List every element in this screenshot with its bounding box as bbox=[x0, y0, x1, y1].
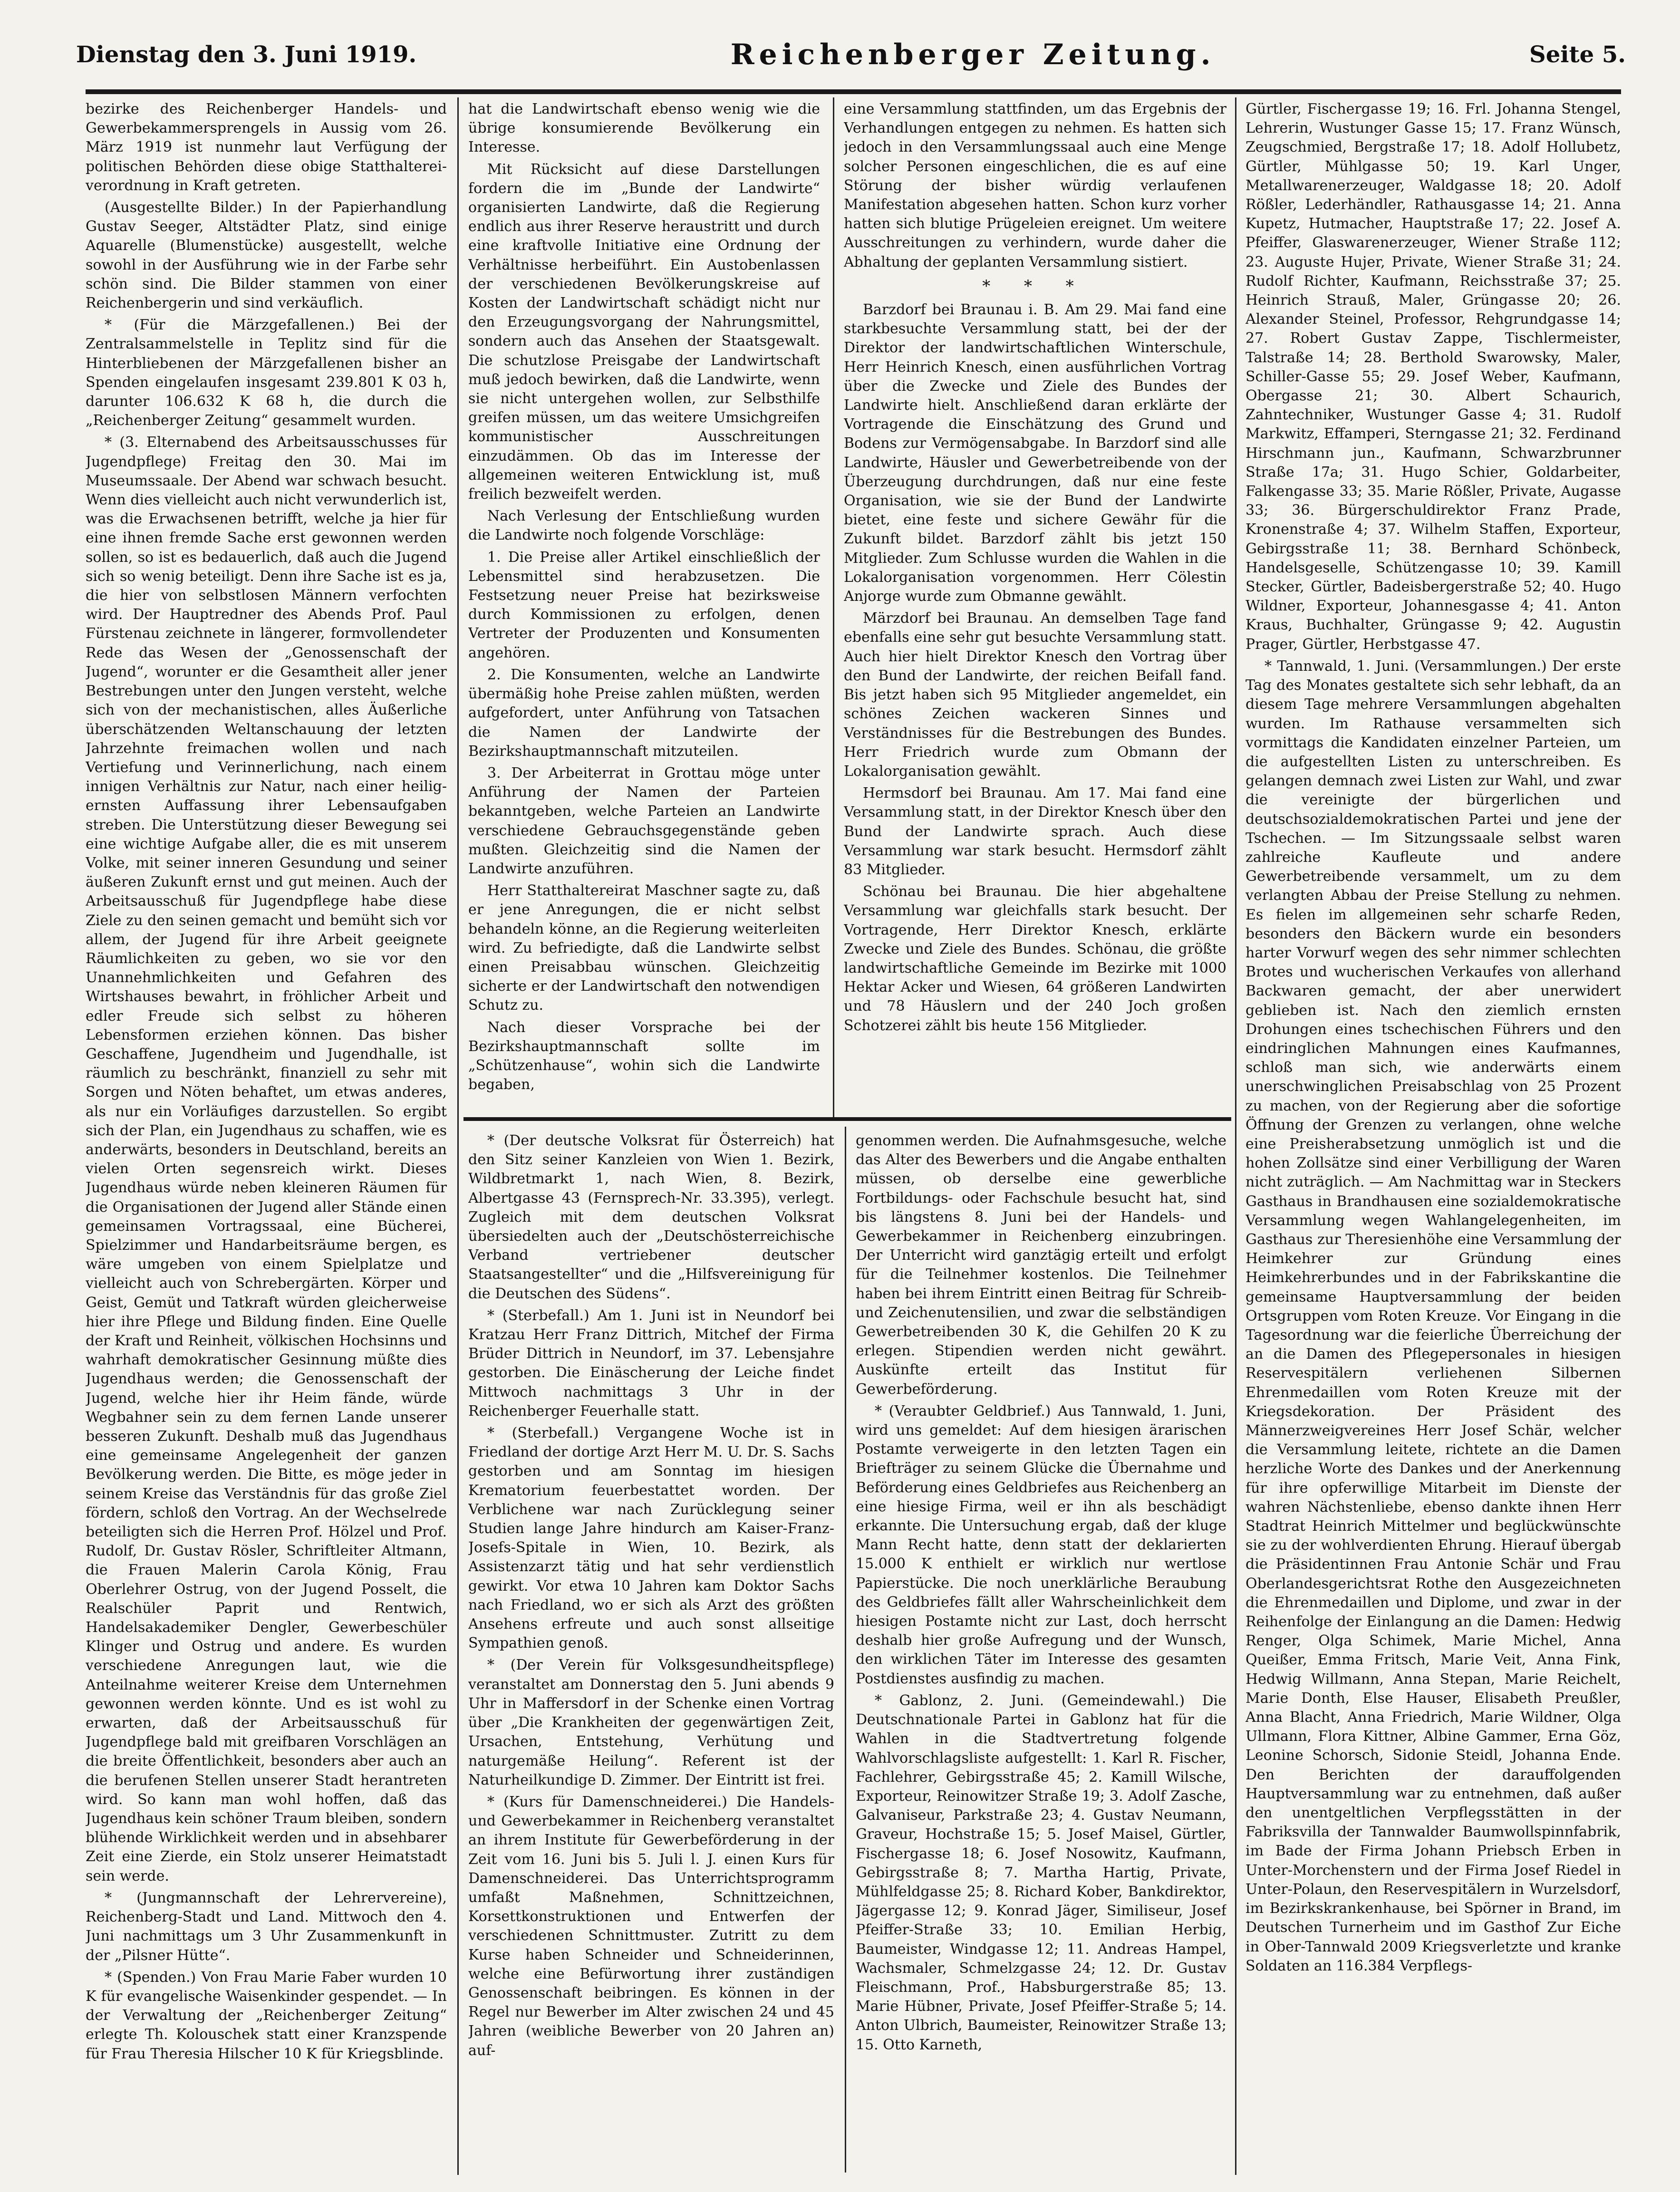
article-text: * (3. Elternabend des Arbeitsausschusses für Jugendpflege) Freitag den 30. Mai im Museumssaale. Der Abend war schwach besucht. Wenn dies vielleicht auch nicht verwunderlich ist, was die Erwachsenen betrifft, welche ja hier für eine ihnen fremde Sache erst gewonnen werden sollen, so ist es bedauerlich, daß auch die Jugend sich so wenig beteiligt. Denn ihre Sache ist es ja, die hier von selbstlosen Männern verfochten wird. Der Hauptredner des Abends Prof. Paul Fürstenau zeichnete in längerer, formvollendeter Rede das Wesen der „Genossenschaft der Jugend“, worunter er die Gesamtheit aller jener Bestrebungen unter den Jungen versteht, welche sich von der mechanistischen, alles Äußerliche überschätzenden Weltanschauung der letzten Jahrzehnte freimachen wollen und nach Vertiefung und Verinnerlichung, nach einem innigen Verhältnis zur Natur, nach einer heilig-ernsten Auffassung ihrer Lebensaufgaben streben. Die Unterstützung dieser Bewegung sei eine wichtige Aufgabe aller, die es mit unserem Volke, mit seiner inneren Gesundung und seiner äußeren Zukunft ernst und gut meinen. Auch der Arbeitsausschuß für Jugendpflege habe diese Ziele zu den seinen gemacht und bemüht sich vor allem, der Jugend für ihre Arbeit geeignete Räumlichkeiten zu geben, wo sie vor den Unannehmlichkeiten und Gefahren des Wirtshauses bewahrt, in fröhlicher Arbeit und edler Freude sich selbst zu höheren Lebensformen erziehen können. Das bisher Geschaffene, Jugendheim und Jugendhalle, ist räumlich zu beschränkt, finanziell zu sehr mit Sorgen und Nöten behaftet, um etwas anderes, als nur ein Vorläufiges darzustellen. So ergibt sich der Plan, ein Jugendhaus zu schaffen, wie es anderwärts, besonders in Deutschland, bereits an vielen Orten segensreich wirkt. Dieses Jugendhaus würde neben kleineren Räumen für die Organisationen der Jugend aller Stände einen gemeinsamen Vortragssaal, eine Bücherei, Spielzimmer und Handarbeitsräume bergen, es wäre umgeben von einem Spielplatze und vielleicht auch von Schrebergärten. Körper und Geist, Gemüt und Tatkraft würden gleicherweise hier ihre Pflege und Bildung finden. Eine Quelle der Kraft und Reinheit, völkischen Hochsinns und wahrhaft demokratischer Gesinnung müßte dies Jugendhaus werden; die Genossenschaft der Jugend, welche hier ihr Heim fände, würde Wegbahner sein zu dem fernen Lande unserer besseren Zukunft. Deshalb muß das Jugendhaus eine gemeinsame Angelegenheit der ganzen Bevölkerung werden. Die Bitte, es möge jeder in seinem Kreise das Verständnis für das große Ziel fördern, schloß den Vortrag. An der Wechselrede beteiligten sich die Herren Prof. Hölzel und Prof. Rudolf, Dr. Gustav Rösler, Schriftleiter Altmann, die Frauen Malerin Carola König, Frau Oberlehrer Ostrug, von der Jugend Posselt, die Realschüler Paprit und Rentwich, Handelsakademiker Dengler, Gewerbeschüler Klinger und Ostrug und andere. Es wurden verschiedene Anregungen laut, wie die Anteilnahme weiterer Kreise dem Unternehmen gewonnen werden könnte. Und es ist wohl zu erwarten, daß der Arbeitsausschuß für Jugendpflege bald mit greifbaren Vorschlägen an die breite Öffentlichkeit, besonders aber auch an die berufenen Stellen unserer Stadt herantreten wird. So kann man wohl hoffen, daß das Jugendhaus kein schöner Traum bleiben, sondern blühende Wirklichkeit werden und in absehbarer Zeit eine Zierde, ein Stolz unserer Heimatstadt sein werde. bbox=[86, 434, 447, 1884]
article-text: Schönau bei Braunau. Die hier abgehaltene Versammlung war gleichfalls stark besucht. Der Vortragende, Herr Direktor Knesch, erklärte Zwecke und Ziele des Bundes. Schönau, die größte landwirtschaftliche Gemeinde im Bezirke mit 1000 Hektar Acker und Wiesen, 64 größeren Landwirten und 78 Häuslern und der 240 Joch großen Schotzerei zählt bis heute 156 Mitglieder. bbox=[844, 883, 1226, 1034]
article-text: * (Sterbefall.) Am 1. Juni ist in Neundorf bei Kratzau Herr Franz Dittrich, Mitchef der Firma Brüder Dittrich in Neundorf, im 37. Lebensjahre gestorben. Die Einäscherung der Leiche findet Mittwoch nachmittags 3 Uhr in der Reichenberger Feuerhalle statt. bbox=[468, 1307, 834, 1419]
article-text: genommen werden. Die Aufnahmsgesuche, welche das Alter des Bewerbers und die Angabe enthalten müssen, ob derselbe eine gewerbliche Fortbildungs- oder Fachschule besucht hat, sind bis längstens 8. Juni bei der Handels- und Gewerbekammer in Reichenberg einzubringen. Der Unterricht wird ganztägig erteilt und erfolgt für die Teilnehmer kostenlos. Die Teilnehmer haben bei ihrem Eintritt einen Beitrag für Schreib- und Zeichenutensilien, und zwar die selbständigen Gewerbetreibenden 30 K, die Gehilfen 20 K zu erlegen. Stipendien werden nicht gewährt. Auskünfte erteilt das Institut für Gewerbeförderung. bbox=[856, 1132, 1226, 1398]
column-6 bbox=[856, 1131, 1226, 2173]
section-rule bbox=[463, 1117, 1231, 1121]
article-text: * (Veraubter Geldbrief.) Aus Tannwald, 1. Juni, wird uns gemeldet: Auf dem hiesigen ärarischen Postamte verweigerte in den letzten Tagen ein Briefträger zu seinem Glücke die Übernahme und Beförderung eines Geldbriefes aus Reichenberg an eine hiesige Firma, weil er ihn als beschädigt erkannte. Die Untersuchung ergab, daß der kluge Mann Recht hatte, denn statt der deklarierten 15.000 K enthielt er wirklich nur wertlose Papierstücke. Die noch unerklärliche Beraubung des Geldbriefes fällt aller Wahrscheinlichkeit dem hiesigen Postamte nicht zur Last, doch herrscht deshalb hier große Aufregung und der Wunsch, den wirklichen Täter im Interesse des gesamten Postdienstes ausfindig zu machen. bbox=[856, 1402, 1226, 1687]
column-3 bbox=[844, 100, 1226, 1108]
article-text: Herr Statthaltereirat Maschner sagte zu, daß er jene Anregungen, die er nicht selbst behandeln könne, an die Regierung weiterleiten wird. Zu befriedigte, daß die Landwirte selbst einen Preisabbau wünschen. Gleichzeitig sicherte er der Landwirtschaft den notwendigen Schutz zu. bbox=[468, 882, 820, 1014]
article-text: Barzdorf bei Braunau i. B. Am 29. Mai fand eine starkbesuchte Versammlung statt, bei der der Direktor der landwirtschaftlichen Winterschule, Herr Heinrich Knesch, einen ausführlichen Vortrag über die Zwecke und Ziele des Bundes der Landwirte hielt. Anschließend daran erklärte der Vortragende die Einschätzung des Grund und Bodens zur Vermögensabgabe. In Barzdorf sind alle Landwirte, Häusler und Gewerbetreibende von der Überzeugung durchdrungen, daß nur eine feste Organisation, wie sie der Bund der Landwirte bietet, eine feste und sichere Gewähr für die Zukunft bildet. Barzdorf zählt bis jetzt 150 Mitglieder. Zum Schlusse wurden die Wahlen in die Lokalorganisation vorgenommen. Herr Cölestin Anjorge wurde zum Obmanne gewählt. bbox=[844, 301, 1226, 605]
article-text: * Gablonz, 2. Juni. (Gemeindewahl.) Die Deutschnationale Partei in Gablonz hat für die Wahlen in die Stadtvertretung folgende Wahlvorschlagsliste aufgestellt: 1. Karl R. Fischer, Fachlehrer, Gebirgsstraße 45; 2. Kamill Wilsche, Exporteur, Reinowitzer Straße 19; 3. Adolf Zasche, Galvaniseur, Parkstraße 23; 4. Gustav Neumann, Graveur, Hochstraße 15; 5. Josef Maisel, Gürtler, Fischergasse 18; 6. Josef Nosowitz, Kaufmann, Gebirgsstraße 8; 7. Martha Hartig, Private, Mühlfeldgasse 25; 8. Richard Kober, Bankdirektor, Jägergasse 12; 9. Konrad Jäger, Similiseur, Josef Pfeiffer-Straße 33; 10. Emilian Herbig, Baumeister, Windgasse 12; 11. Andreas Hampel, Wachsmaler, Schmelzgasse 24; 12. Dr. Gustav Fleischmann, Prof., Habsburgerstraße 85; 13. Marie Hübner, Private, Josef Pfeiffer-Straße 5; 14. Anton Ulbrich, Baumeister, Reinowitzer Straße 13; 15. Otto Karneth, bbox=[856, 1692, 1226, 2053]
article-text: Nach Verlesung der Entschließung wurden die Landwirte noch folgende Vorschläge: bbox=[468, 508, 820, 544]
article-text: * (Kurs für Damenschneiderei.) Die Handels- und Gewerbekammer in Reichenberg veranstaltet an ihrem Institute für Gewerbeförderung in der Zeit vom 16. Juni bis 5. Juli l. J. einen Kurs für Damenschneiderei. Das Unterrichtsprogramm umfaßt Maßnehmen, Schnittzeichnen, Korsettkonstruktionen und Entwerfen der verschiedenen Schnittmuster. Zutritt zu dem Kurse haben Schneider und Schneiderinnen, welche eine Befürwortung ihrer zuständigen Genossenschaft beibringen. Es können in der Regel nur Bewerber im Alter zwischen 24 und 45 Jahren (weibliche Bewerber von 20 Jahren an) auf- bbox=[468, 1793, 834, 2059]
column-divider bbox=[845, 1127, 846, 2173]
article-text: * (Für die Märzgefallenen.) Bei der Zentralsammelstelle in Teplitz sind für die Hinterbliebenen der Märzgefallenen bisher an Spenden eingelaufen insgesamt 239.801 K 03 h, darunter 106.632 K 68 h, die durch die „Reichenberger Zeitung“ gesammelt wurden. bbox=[86, 317, 447, 429]
article-text: Nach dieser Vorsprache bei der Bezirkshauptmannschaft sollte im „Schützenhause“, wohin sich die Landwirte begaben, bbox=[468, 1019, 820, 1093]
article-text: eine Versammlung stattfinden, um das Ergebnis der Verhandlungen entgegen zu nehmen. Es hatten sich jedoch in den Versammlungssaal auch eine Menge solcher Personen eingeschlichen, die es auf eine Störung der bisher würdig verlaufenen Manifestation abgesehen hatten. Schon kurz vorher hatten sich blutige Prügeleien ereignet. Um weitere Ausschreitungen zu verhindern, wurde daher die Abhaltung der geplanten Versammlung sistiert. bbox=[844, 101, 1226, 270]
masthead-title: Reichenberger Zeitung. bbox=[730, 38, 1216, 71]
article-text: * Tannwald, 1. Juni. (Versammlungen.) Der erste Tag des Monates gestaltete sich sehr lebhaft, da an diesem Tage mehrere Versammlungen abgehalten wurden. Im Rathause versammelten sich vormittags die Kandidaten einzelner Parteien, um die aufgestellten Listen zu unterschreiben. Es gelangen demnach zwei Listen zur Wahl, und zwar die vereinigte der bürgerlichen und deutschsozialdemokratischen Partei und jene der Tschechen. — Im Sitzungssaale selbst waren zahlreiche Kaufleute und andere Gewerbetreibende versammelt, um zu dem verlangten Abbau der Preise Stellung zu nehmen. Es fielen im allgemeinen sehr scharfe Reden, besonders den Bäckern wurde ein besonders harter Vorwurf wegen des sehr nimmer schlechten Brotes und wucherischen Verkaufes von allerhand Backwaren gemacht, der aber unerwidert geblieben ist. Nach den ziemlich ernsten Drohungen eines tschechischen Führers und den eindringlichen Mahnungen eines Kaufmannes, schloß man sich, wie anderwärts einem unerschwinglichen Preisabschlag von 25 Prozent zu machen, von der Regierung aber die sofortige Öffnung der Grenzen zu verlangen, ohne welche eine Preisherabsetzung unmöglich ist und die hohen Zollsätze sind einer Verbilligung der Waren nicht zuträglich. — Am Nachmittag war in Steckers Gasthaus in Brandhausen eine sozialdemokratische Versammlung wegen Wahlangelegenheiten, im Gasthaus zur Theresienhöhe eine Versammlung der Heimkehrer zur Gründung eines Heimkehrerbundes und in der Fabrikskantine die gemeinsame Hauptversammlung der beiden Ortsgruppen vom Roten Kreuze. Vor Eingang in die Tagesordnung war die feierliche Überreichung der an die Damen des Pflegepersonales in hiesigen Reservespitälern verliehenen Silbernen Ehrenmedaillen vom Roten Kreuze mit der Kriegsdekoration. Der Präsident des Männerzweigvereines Herr Josef Schär, welcher die Versammlung leitete, richtete an die Damen herzliche Worte des Dankes und der Anerkennung für ihre opferwillige Mitarbeit im Dienste der wahren Nächstenliebe, ebenso dankte ihnen Herr Stadtrat Heinrich Mittelmer und beglückwünschte sie zu der wohlverdienten Ehrung. Hierauf übergab die Präsidentinnen Frau Antonie Schär und Frau Oberlandesgerichtsrat Rothe den Ausgezeichneten die Ehrenmedaillen und Diplome, und zwar in der Reihenfolge der Einlangung an die Damen: Hedwig Renger, Olga Schimek, Marie Michel, Anna Queißer, Emma Fritsch, Marie Veit, Anna Fink, Hedwig Willmann, Anna Stepan, Marie Reichelt, Marie Donth, Else Hauser, Elisabeth Preußler, Anna Blacht, Anna Friedrich, Marie Wildner, Olga Ullmann, Flora Kittner, Albine Gammer, Erna Göz, Leonine Schorsch, Sidonie Steidl, Johanna Ende. Den Berichten der darauffolgenden Hauptversammlung war zu entnehmen, daß außer den unentgeltlichen Verpflegsstätten in der Fabriksvilla der Tannwalder Baumwollspinnfabrik, im Bade der Firma Johann Priebsch Erben in Unter-Morchenstern und der Firma Josef Riedel in Unter-Polaun, den Reservespitälern in Wurzelsdorf, im Bezirkskrankenhause, bei Spörner in Brand, im Deutschen Turnerheim und im Gasthof Zur Eiche in Ober-Tannwald 2009 Kriegsverletzte und kranke Soldaten an 116.384 Verpflegs- bbox=[1246, 657, 1621, 1974]
article-text: 2. Die Konsumenten, welche an Landwirte übermäßig hohe Preise zahlen müßten, werden aufgefordert, unter Anführung von Tatsachen die Namen der Landwirte der Bezirkshauptmannschaft mitzuteilen. bbox=[468, 666, 820, 760]
article-text: * (Jungmannschaft der Lehrervereine), Reichenberg-Stadt und Land. Mittwoch den 4. Juni nachmittags um 3 Uhr Zusammenkunft in der „Pilsner Hütte“. bbox=[86, 1889, 447, 1964]
column-5 bbox=[468, 1131, 834, 2173]
article-text: Gürtler, Fischergasse 19; 16. Frl. Johanna Stengel, Lehrerin, Wustunger Gasse 15; 17. Franz Wünsch, Zeugschmied, Bergstraße 17; 18. Adolf Hollubetz, Gürtler, Mühlgasse 50; 19. Karl Unger, Metallwarenerzeuger, Waldgasse 18; 20. Adolf Rößler, Lederhändler, Rathausgasse 14; 21. Anna Kupetz, Hutmacher, Hauptstraße 17; 22. Josef A. Pfeiffer, Glaswarenerzeuger, Wiener Straße 112; 23. Auguste Hujer, Private, Wiener Straße 31; 24. Rudolf Richter, Kaufmann, Reichsstraße 37; 25. Heinrich Strauß, Maler, Grüngasse 20; 26. Alexander Steinel, Professor, Rehgrundgasse 14; 27. Robert Gustav Zappe, Tischlermeister, Talstraße 14; 28. Berthold Swarowsky, Maler, Schiller-Gasse 55; 29. Josef Weber, Kaufmann, Obergasse 21; 30. Albert Schaurich, Zahntechniker, Wustunger Gasse 4; 31. Rudolf Markwitz, Effamperi, Sterngasse 21; 32. Ferdinand Hirschmann jun., Kaufmann, Schwarzbrunner Straße 17a; 31. Hugo Schier, Goldarbeiter, Falkengasse 33; 35. Marie Rößler, Private, Augasse 33; 36. Bürgerschuldirektor Franz Prade, Kronenstraße 4; 37. Wilhelm Staffen, Exporteur, Gebirgsstraße 11; 38. Bernhard Schönbeck, Handelsgeselle, Schützengasse 10; 39. Kamill Stecker, Gürtler, Badeisbergerstraße 52; 40. Hugo Wildner, Exporteur, Johannesgasse 4; 41. Anton Kraus, Buchhalter, Grüngasse 9; 42. Augustin Prager, Gürtler, Herbstgasse 47. bbox=[1246, 101, 1621, 653]
article-text: hat die Landwirtschaft ebenso wenig wie die übrige konsumierende Bevölkerung ein Interesse. bbox=[468, 101, 820, 156]
column-2 bbox=[468, 100, 820, 1108]
article-text: * (Sterbefall.) Vergangene Woche ist in Friedland der dortige Arzt Herr M. U. Dr. S. Sachs gestorben und am Sonntag im hiesigen Krematorium feuerbestattet worden. Der Verblichene war nach Zurücklegung seiner Studien lange Jahre hindurch am Kaiser-Franz-Josefs-Spitale in Wien, 10. Bezirk, als Assistenzarzt tätig und hat sehr verdienstlich gewirkt. Vor etwa 10 Jahren kam Doktor Sachs nach Friedland, wo er sich als Arzt des größten Ansehens erfreute und auch sonst allseitige Sympathien genoß. bbox=[468, 1425, 834, 1652]
column-divider bbox=[1235, 97, 1236, 2175]
article-text: * (Der Verein für Volksgesundheitspflege) veranstaltet am Donnerstag den 5. Juni abends 9 Uhr in Maffersdorf in der Schenke einen Vortrag über „Die Krankheiten der gegenwärtigen Zeit, Ursachen, Entstehung, Verhütung und naturgemäße Heilung“. Referent ist der Naturheilkundige D. Zimmer. Der Eintritt ist frei. bbox=[468, 1657, 834, 1788]
article-text: * (Der deutsche Volksrat für Österreich) hat den Sitz seiner Kanzleien von Wien 1. Bezirk, Wildbretmarkt 1, nach Wien, 8. Bezirk, Albertgasse 43 (Fernsprech-Nr. 33.395), verlegt. Zugleich mit dem deutschen Volksrat übersiedelten auch der „Deutschösterreichische Verband vertriebener deutscher Staatsangestellter“ und die „Hilfsvereinigung für die Deutschen des Südens“. bbox=[468, 1132, 834, 1302]
page-header bbox=[76, 29, 1626, 81]
issue-date: Dienstag den 3. Juni 1919. bbox=[76, 41, 417, 68]
column-divider bbox=[833, 97, 834, 1120]
header-rule bbox=[86, 89, 1621, 94]
column-4 bbox=[1246, 100, 1621, 2173]
article-text: bezirke des Reichenberger Handels- und Gewerbekammersprengels in Aussig vom 26. März 1919 ist nunmehr laut Verfügung der politischen Behörden diese obige Statthalterei-verordnung in Kraft getreten. bbox=[86, 101, 447, 194]
article-text: Hermsdorf bei Braunau. Am 17. Mai fand eine Versammlung statt, in der Direktor Knesch über den Bund der Landwirte sprach. Auch diese Versammlung war stark besucht. Hermsdorf zählt 83 Mitglieder. bbox=[844, 785, 1226, 878]
article-text: 1. Die Preise aller Artikel einschließlich der Lebensmittel sind herabzusetzen. Die Festsetzung neuer Preise hat bezirksweise durch Kommissionen zu erfolgen, denen Vertreter der Produzenten und Konsumenten angehören. bbox=[468, 549, 820, 661]
column-divider bbox=[457, 97, 459, 2175]
section-separator: * * * bbox=[982, 276, 1088, 296]
article-text: Mit Rücksicht auf diese Darstellungen fordern die im „Bunde der Landwirte“ organisierten Landwirte, daß die Regierung endlich aus ihrer Reserve heraustritt und durch eine kraftvolle Initiative eine Ordnung der Verhältnisse herbeiführt. Ein Austobenlassen der verschiedenen Bevölkerungskreise auf Kosten der Landwirtschaft schädigt nicht nur den Erzeugungsvorgang der Nahrungsmittel, sondern auch das Ansehen der Staatsgewalt. Die schutzlose Preisgabe der Landwirtschaft muß jedoch bewirken, daß die Landwirte, wenn sie nicht untergehen wollen, zur Selbsthilfe greifen müssen, um das weitere Umsichgreifen kommunistischer Ausschreitungen einzudämmen. Ob das im Interesse der allgemeinen weiteren Entwicklung ist, muß freilich bezweifelt werden. bbox=[468, 161, 820, 503]
column-1 bbox=[86, 100, 447, 2173]
article-text: Märzdorf bei Braunau. An demselben Tage fand ebenfalls eine sehr gut besuchte Versammlung statt. Auch hier hielt Direktor Knesch den Vortrag über den Bund der Landwirte, der reichen Beifall fand. Bis jetzt haben sich 95 Mitglieder angemeldet, ein schönes Zeichen wackeren Sinnes und Verständnisses für die Bestrebungen des Bundes. Herr Friedrich wurde zum Obmann der Lokalorganisation gewählt. bbox=[844, 610, 1226, 780]
article-text: 3. Der Arbeiterrat in Grottau möge unter Anführung der Namen der Parteien bekanntgeben, welche Parteien an Landwirte verschiedene Gebrauchsgegenstände geben mußten. Gleichzeitig sind die Namen der Landwirte anzuführen. bbox=[468, 764, 820, 877]
article-text: (Ausgestellte Bilder.) In der Papierhandlung Gustav Seeger, Altstädter Platz, sind einige Aquarelle (Blumenstücke) ausgestellt, welche sowohl in der Ausführung wie in der Farbe sehr schön sind. Die Bilder stammen von einer Reichenbergerin und sind verkäuflich. bbox=[86, 199, 447, 312]
article-text: * (Spenden.) Von Frau Marie Faber wurden 10 K für evangelische Waisenkinder gespendet. — In der Verwaltung der „Reichenberger Zeitung“ erlegte Th. Kolouschek statt einer Kranzspende für Frau Theresia Hilscher 10 K für Kriegsblinde. bbox=[86, 1969, 447, 2062]
page-number: Seite 5. bbox=[1529, 41, 1626, 68]
